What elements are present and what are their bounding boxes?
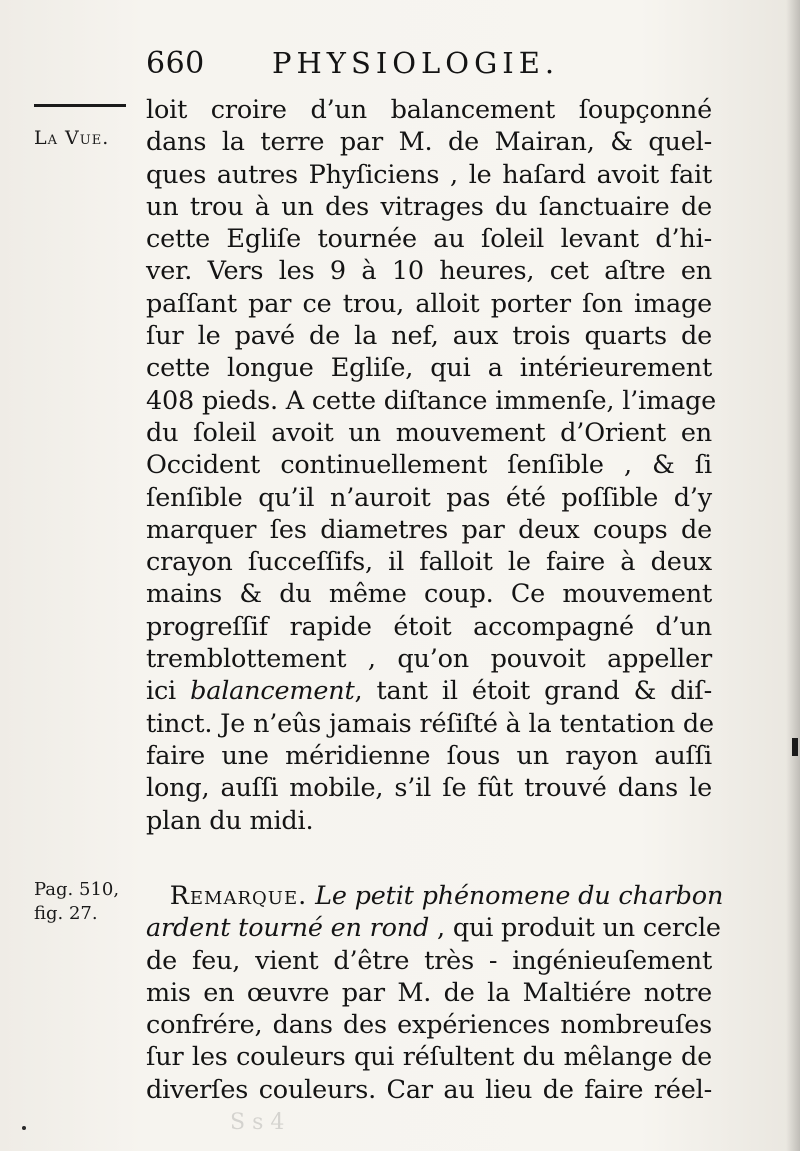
text-line: faire une méridienne ſous un rayon auſſi (146, 740, 712, 771)
margin-note-figure-ref: fig. 27. (34, 903, 98, 924)
text-line: mains & du même coup. Ce mouvement (146, 579, 712, 610)
page-number: 660 (146, 46, 205, 81)
text-line: tinct. Je n’eûs jamais réſiſté à la tentation de (146, 708, 714, 739)
text-line: cette longue Egliſe, qui a intérieurement (146, 353, 712, 384)
signature-mark: S s 4 (230, 1110, 285, 1135)
text-line: ſenſible qu’il n’auroit pas été poſſible d’y (146, 482, 712, 513)
text-line: marquer ſes diametres par deux coups de (146, 514, 712, 545)
text-line (146, 912, 721, 944)
italic-term: balancement (190, 676, 355, 707)
text-line (146, 675, 712, 707)
text-line: ſur les couleurs qui réſultent du mêlange de (146, 1042, 712, 1073)
italic-phrase: ardent tourné en rond (146, 913, 430, 944)
text-line: ques autres Phyſiciens , le haſard avoit fait (146, 159, 712, 190)
page-edge-shadow (786, 0, 800, 1151)
text-line: tremblottement , qu’on pouvoit appeller (146, 644, 712, 675)
edge-mark (792, 738, 798, 756)
text-line: diverſes couleurs. Car au lieu de faire réel- (146, 1074, 712, 1105)
text-line: Occident continuellement ſenſible , & ſi (146, 450, 712, 481)
text-line: confrére, dans des expériences nombreuſes (146, 1010, 712, 1041)
text-line: paſſant par ce trou, alloit porter ſon image (146, 288, 712, 319)
running-head (146, 40, 726, 84)
text-line (146, 880, 724, 912)
text-segment: , qui produit un cercle (429, 913, 721, 944)
text-line: loit croire d’un balancement ſoupçonné (146, 95, 712, 125)
margin-note-section: La Vue. (34, 127, 110, 149)
text-line: ver. Vers les 9 à 10 heures, cet aſtre en (146, 256, 712, 287)
remark-label: Remarque. (169, 881, 308, 911)
text-segment: , tant il étoit grand & diſ- (354, 676, 712, 707)
margin-note-reference (34, 878, 134, 926)
text-line: ſur le pavé de la nef, aux trois quarts de (146, 321, 712, 352)
remark-paragraph (146, 880, 724, 1106)
text-line: du ſoleil avoit un mouvement d’Orient en (146, 417, 712, 448)
page-title: PHYSIOLOGIE. (272, 46, 560, 80)
margin-rule (34, 104, 126, 107)
text-line: mis en œuvre par M. de la Maltiére notre (146, 977, 712, 1008)
text-line: 408 pieds. A cette diſtance immenſe, l’image (146, 385, 717, 416)
text-segment: ici (146, 676, 191, 707)
margin-note-page-ref: Pag. 510, (34, 879, 120, 900)
ink-dot (22, 1126, 26, 1130)
italic-phrase: Le petit phénomene du charbon (307, 881, 724, 911)
text-line: crayon ſucceſſifs, il falloit le faire à deux (146, 547, 712, 578)
text-line: plan du midi. (146, 805, 314, 836)
text-line: dans la terre par M. de Mairan, & quel- (146, 127, 712, 158)
text-line: de feu, vient d’être très - ingénieuſement (146, 945, 712, 976)
text-line: progreſſif rapide étoit accompagné d’un (146, 611, 712, 642)
text-line: cette Egliſe tournée au ſoleil levant d’hi- (146, 224, 712, 255)
text-line: long, auſſi mobile, s’il ſe fût trouvé dans le (146, 773, 712, 804)
text-line: un trou à un des vitrages du ſanctuaire de (146, 191, 712, 222)
body-paragraph (146, 94, 717, 837)
